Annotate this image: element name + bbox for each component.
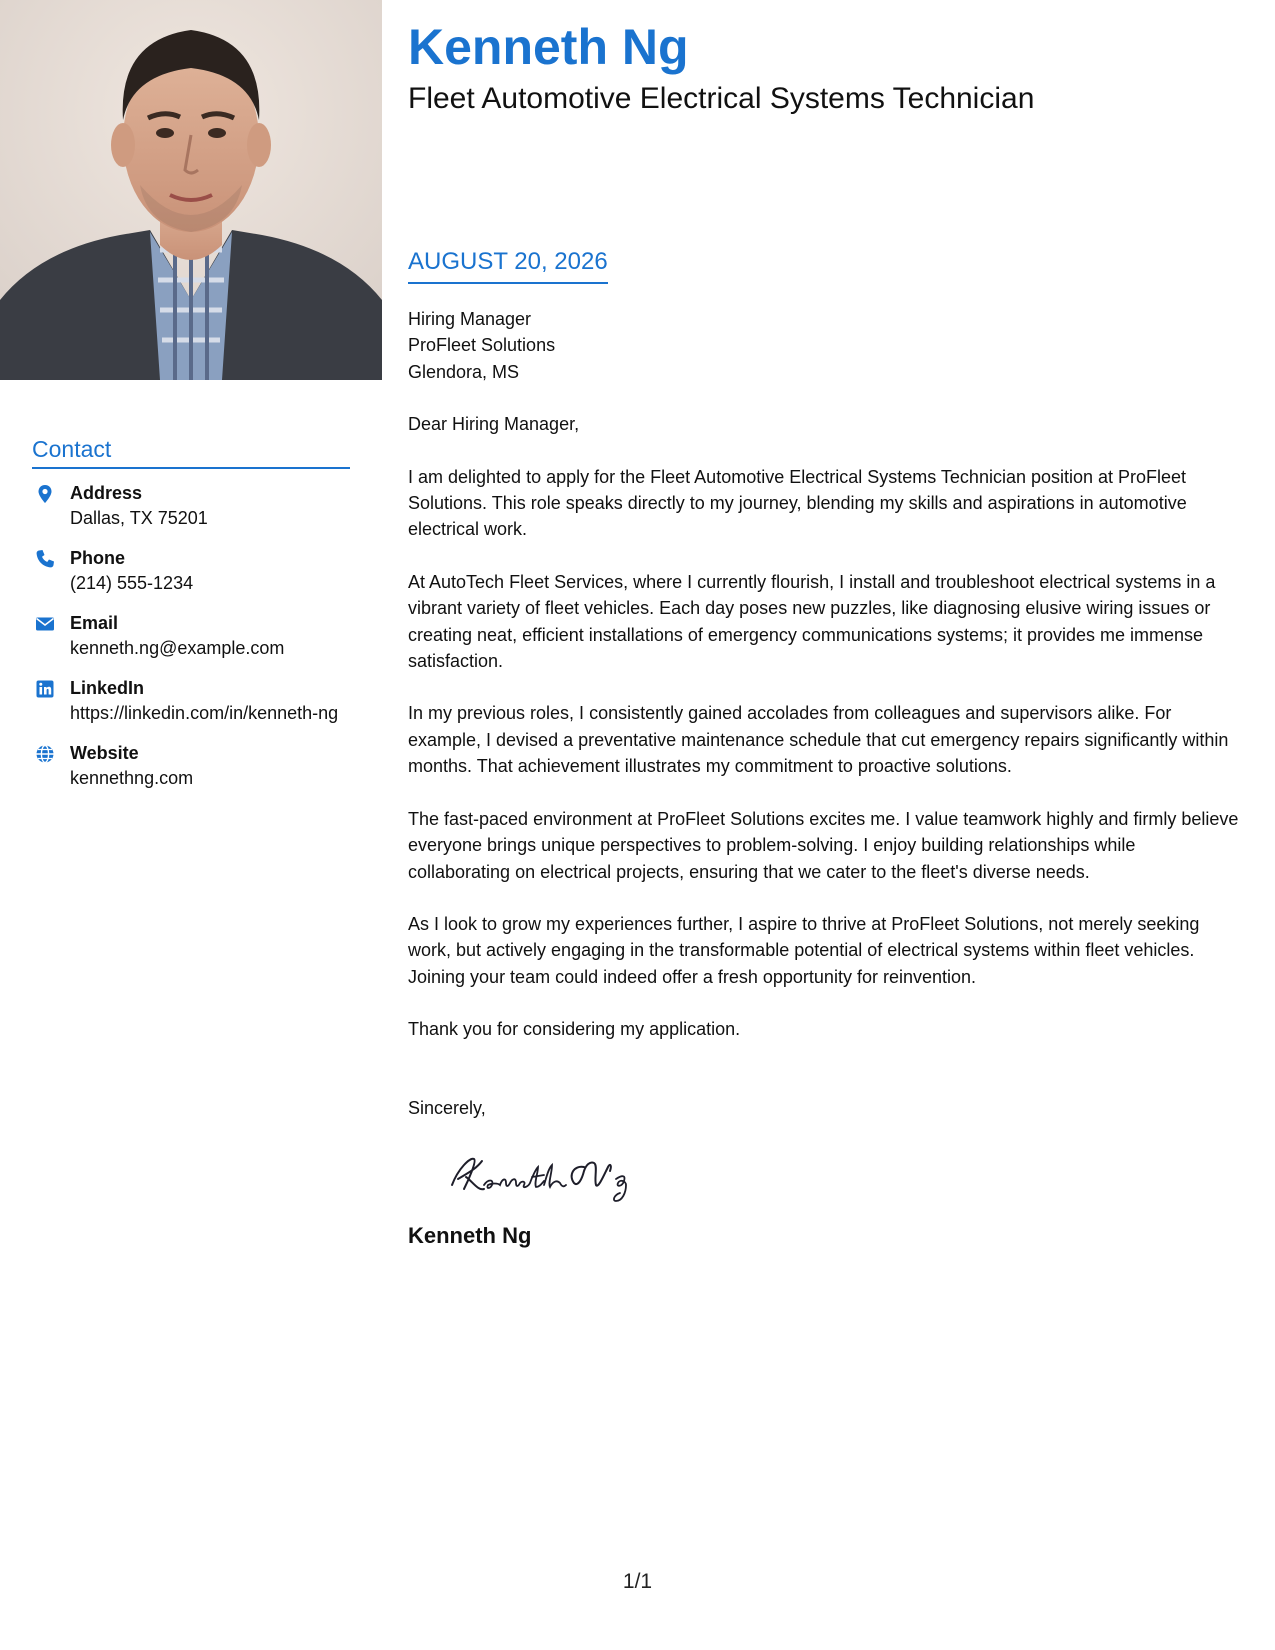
linkedin-icon	[34, 678, 56, 700]
letter-paragraph: At AutoTech Fleet Services, where I currently flourish, I install and troubleshoot electrical systems in a vibrant variety of fleet vehicles. Each day poses new puzzles, like diagnosing elusive wiring issues or creating neat, efficient installations of emergency communications systems; it provides me immense satisfaction.	[408, 571, 1216, 672]
job-title: Fleet Automotive Electrical Systems Technician	[408, 82, 1035, 115]
contact-label-phone: Phone	[70, 548, 126, 568]
contact-item-email	[32, 611, 350, 661]
applicant-name: Kenneth Ng	[408, 19, 689, 75]
contact-label-email: Email	[70, 613, 119, 633]
phone-icon	[34, 548, 56, 570]
contact-section	[32, 436, 350, 806]
signer-name: Kenneth Ng	[408, 1222, 532, 1248]
recipient-line: Hiring Manager	[408, 309, 532, 329]
letter-body	[408, 306, 1240, 1249]
contact-label-linkedin: LinkedIn	[70, 678, 145, 698]
contact-item-address	[32, 481, 350, 531]
profile-photo	[0, 0, 382, 380]
contact-label-website: Website	[70, 743, 139, 763]
contact-value-address: Dallas, TX 75201	[70, 508, 208, 528]
letter-paragraph: The fast-paced environment at ProFleet Solutions excites me. I value teamwork highly and firmly believe everyone brings unique perspectives to problem-solving. I enjoy building relationships while collaborating on electrical projects, ensuring that we cater to the fleet's diverse needs.	[408, 808, 1239, 882]
contact-item-linkedin	[32, 676, 350, 726]
recipient-line: Glendora, MS	[408, 361, 520, 382]
letter-paragraph: Thank you for considering my application.	[408, 1019, 741, 1040]
contact-value-email[interactable]: kenneth.ng@example.com	[70, 638, 285, 658]
closing: Sincerely,	[408, 1097, 486, 1118]
contact-label-address: Address	[70, 483, 143, 503]
page-number: 1/1	[622, 1570, 653, 1593]
contact-value-phone[interactable]: (214) 555-1234	[70, 573, 194, 593]
recipient-block	[408, 306, 1240, 385]
envelope-icon	[34, 613, 56, 635]
letter-paragraph: In my previous roles, I consistently gained accolades from colleagues and supervisors alike. For example, I devised a preventative maintenance schedule that cut emergency repairs significantly within months. That achievement illustrates my commitment to proactive solutions.	[408, 703, 1229, 777]
globe-icon	[34, 743, 56, 765]
contact-heading: Contact	[32, 436, 350, 469]
letter-date: AUGUST 20, 2026	[408, 248, 608, 284]
contact-value-linkedin[interactable]: https://linkedin.com/in/kenneth-ng	[70, 703, 339, 723]
location-pin-icon	[34, 483, 56, 505]
salutation: Dear Hiring Manager,	[408, 414, 580, 435]
contact-item-website	[32, 741, 350, 791]
contact-item-phone	[32, 546, 350, 596]
sidebar	[0, 0, 382, 1650]
letter-paragraph: As I look to grow my experiences further, I aspire to thrive at ProFleet Solutions, not merely seeking work, but actively engaging in the transformable potential of electrical systems within fleet vehicles. Joining your team could indeed offer a fresh opportunity for reinvention.	[408, 913, 1200, 987]
contact-value-website[interactable]: kennethng.com	[70, 768, 194, 788]
recipient-line: ProFleet Solutions	[408, 335, 556, 356]
letter-paragraph: I am delighted to apply for the Fleet Automotive Electrical Systems Technician position at ProFleet Solutions. This role speaks directly to my journey, blending my skills and aspirations in automotive electrical work.	[408, 466, 1187, 540]
handwritten-signature	[444, 1139, 1240, 1209]
